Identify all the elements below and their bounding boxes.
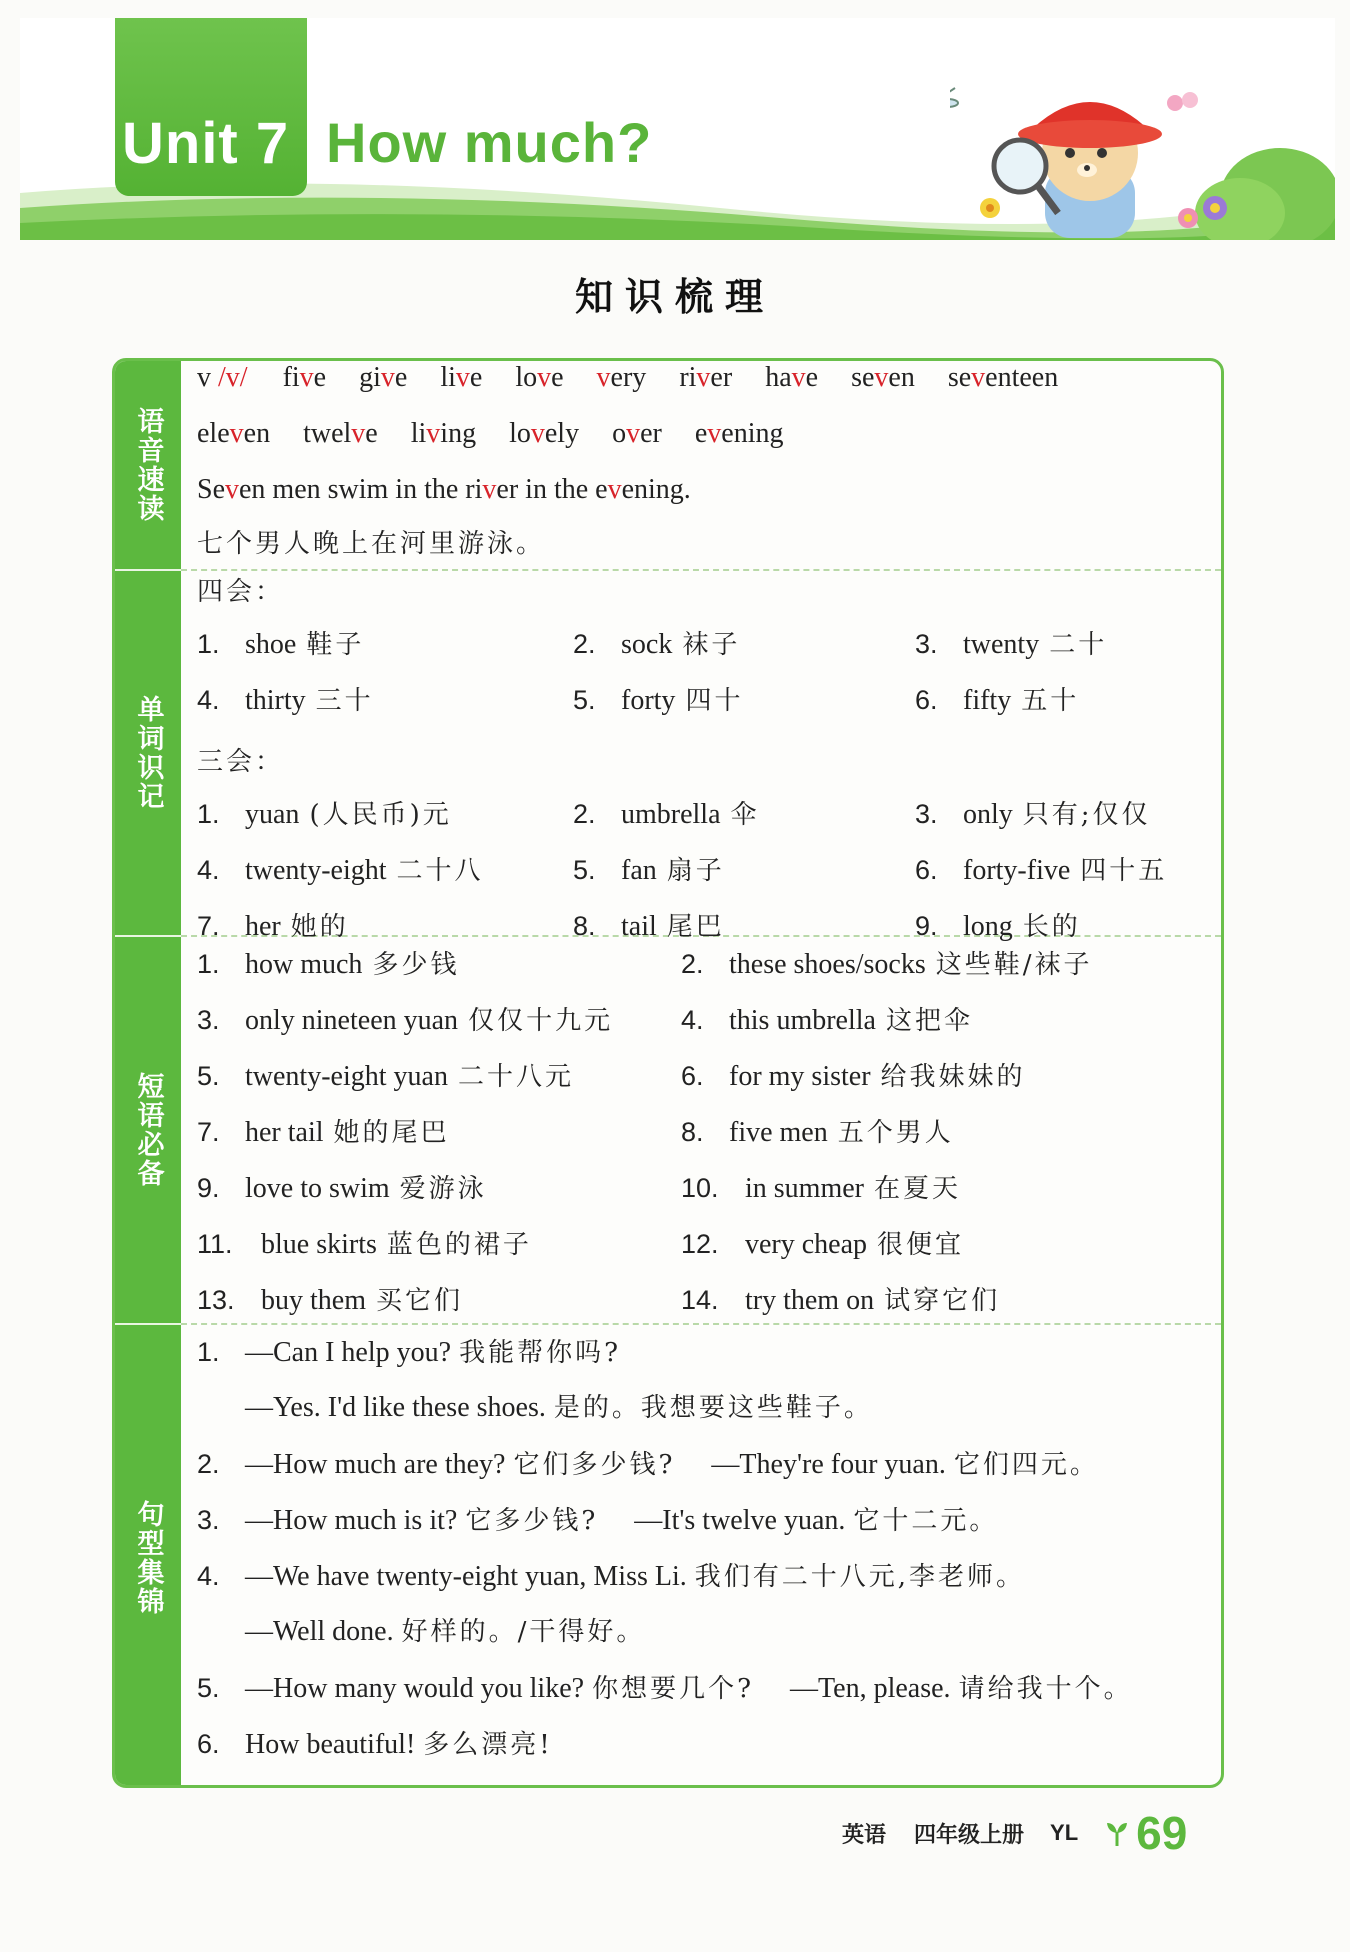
three-skills-label: 三会：: [197, 747, 285, 777]
item-number: 1.: [197, 629, 220, 659]
sentence-item: [197, 1615, 645, 1649]
phonics-word: give: [359, 362, 408, 393]
item-english: forty-five: [963, 855, 1071, 886]
item-chinese: 她的: [290, 912, 349, 942]
phonics-word: river: [679, 362, 733, 393]
sentence-chinese: 你想要几个?: [592, 1674, 755, 1704]
item-number: 4.: [197, 1561, 220, 1591]
sentence-english: —How much is it?: [245, 1505, 458, 1536]
three-skills-item: [573, 909, 725, 944]
item-chinese: 袜子: [682, 630, 741, 660]
item-chinese: 尾巴: [666, 912, 725, 942]
phrase-item: [681, 1059, 1026, 1094]
item-chinese: 买它们: [376, 1286, 464, 1316]
item-number: 10.: [681, 1173, 719, 1203]
item-number: 6.: [681, 1061, 704, 1091]
four-skills-item: [197, 627, 364, 662]
item-chinese: 四十: [685, 686, 744, 716]
item-number: 5.: [573, 855, 596, 885]
phonics-word: seven: [851, 362, 915, 393]
item-chinese: 二十: [1049, 630, 1108, 660]
three-skills-item: [915, 909, 1081, 944]
sentence-chinese: 它多少钱?: [465, 1506, 599, 1536]
four-skills-item: [915, 627, 1107, 662]
phrase-item: [197, 1003, 613, 1038]
three-skills-item: [915, 797, 1151, 832]
item-english: her tail: [245, 1117, 324, 1148]
four-skills-item: [197, 683, 374, 718]
phonics-sentence-cn: 七个男人晚上在河里游泳。: [197, 529, 546, 559]
sentence-chinese: 我们有二十八元,李老师。: [694, 1562, 1026, 1592]
sentence-english: —Yes. I'd like these shoes.: [245, 1392, 546, 1423]
phonics-sentence-en: Seven men swim in the river in the evening.: [197, 474, 691, 505]
phonics-row-2: [197, 417, 784, 451]
four-skills-item: [915, 683, 1079, 718]
item-chinese: 多少钱: [372, 950, 460, 980]
item-number: 11.: [197, 1229, 233, 1259]
three-skills-item: [197, 797, 452, 832]
knowledge-panel: [112, 358, 1224, 1788]
item-number: 3.: [197, 1505, 220, 1535]
phonics-word: five: [282, 362, 327, 393]
item-english: these shoes/socks: [729, 949, 926, 980]
footer-grade: 四年级上册: [914, 1822, 1025, 1848]
phonics-word: live: [440, 362, 483, 393]
item-number: 5.: [197, 1673, 220, 1703]
sentence-english: —Ten, please.: [790, 1673, 951, 1704]
phonics-word: have: [765, 362, 819, 393]
item-chinese: 爱游泳: [399, 1174, 487, 1204]
item-number: 2.: [681, 949, 704, 979]
four-skills-item: [573, 683, 743, 718]
item-chinese: 五个男人: [837, 1118, 954, 1148]
side-label-phonics: 语音速读: [132, 407, 164, 523]
section-title: 知识梳理: [574, 275, 775, 319]
sentence-english: —How many would you like?: [245, 1673, 585, 1704]
unit-title: How much?: [326, 111, 653, 174]
item-chinese: 长的: [1022, 912, 1081, 942]
item-number: 4.: [197, 855, 220, 885]
phrase-item: [681, 947, 1093, 982]
item-chinese: 只有;仅仅: [1022, 800, 1151, 830]
item-english: sock: [621, 629, 673, 660]
sentence-item: [197, 1727, 553, 1762]
item-chinese: 这把伞: [885, 1006, 973, 1036]
phrase-item: [681, 1227, 964, 1262]
item-chinese: 四十五: [1080, 856, 1168, 886]
item-number: 1.: [197, 949, 220, 979]
section-divider: [181, 1323, 1221, 1325]
item-number: 13.: [197, 1285, 235, 1315]
phonics-word: love: [515, 362, 564, 393]
phonics-word: eleven: [197, 418, 271, 449]
item-english: only: [963, 799, 1013, 830]
phonics-row-1: [197, 361, 1058, 395]
sentence-chinese: 我能帮你吗?: [459, 1338, 622, 1368]
phrase-item: [197, 947, 459, 982]
item-chinese: 三十: [315, 686, 374, 716]
sentence-english: —They're four yuan.: [711, 1449, 946, 1480]
item-number: 1.: [197, 799, 220, 829]
four-skills-item: [573, 627, 740, 662]
three-skills-item: [573, 797, 760, 832]
item-chinese: 在夏天: [874, 1174, 962, 1204]
sentence-item: [197, 1671, 1133, 1706]
item-number: 2.: [573, 799, 596, 829]
three-skills-item: [197, 853, 484, 888]
sentence-chinese: 请给我十个。: [958, 1674, 1133, 1704]
item-chinese: 扇子: [666, 856, 725, 886]
item-chinese: 五十: [1021, 686, 1080, 716]
phrase-item: [197, 1115, 450, 1150]
phrase-item: [681, 1003, 973, 1038]
bear-mascot-illustration: [950, 48, 1335, 240]
phonics-word: over: [612, 418, 662, 449]
item-number: 8.: [681, 1117, 704, 1147]
sentence-item: [197, 1503, 998, 1538]
phrase-item: [681, 1171, 961, 1206]
phrase-item: [681, 1283, 1000, 1318]
item-chinese: 试穿它们: [884, 1286, 1001, 1316]
item-english: forty: [621, 685, 676, 716]
sentence-english: —It's twelve yuan.: [634, 1505, 846, 1536]
item-english: her: [245, 911, 281, 942]
item-english: fan: [621, 855, 657, 886]
sentence-chinese: 它十二元。: [853, 1506, 999, 1536]
item-english: try them on: [745, 1285, 875, 1316]
item-number: 6.: [197, 1729, 220, 1759]
item-english: this umbrella: [729, 1005, 876, 1036]
three-skills-item: [573, 853, 725, 888]
item-number: 14.: [681, 1285, 719, 1315]
item-english: love to swim: [245, 1173, 390, 1204]
phrase-item: [197, 1171, 487, 1206]
item-number: 7.: [197, 1117, 220, 1147]
sentence-chinese: 它们多少钱?: [513, 1450, 676, 1480]
item-number: 7.: [197, 911, 220, 941]
phonics-word: lovely: [509, 418, 580, 449]
item-english: shoe: [245, 629, 297, 660]
sentence-chinese: 好样的。/干得好。: [401, 1617, 646, 1647]
sentence-item: [197, 1335, 621, 1370]
phrase-item: [197, 1283, 463, 1318]
item-english: twenty-eight yuan: [245, 1061, 448, 1092]
sentence-item: [197, 1559, 1025, 1594]
item-chinese: 伞: [730, 800, 760, 830]
page-footer: [842, 1808, 1187, 1858]
phonics-word: living: [410, 418, 477, 449]
footer-subject: 英语: [842, 1822, 887, 1848]
item-chinese: 仅仅十九元: [468, 1006, 614, 1036]
sentence-english: —Can I help you?: [245, 1337, 452, 1368]
side-label-sentences: 句型集锦: [132, 1500, 164, 1616]
item-chinese: 很便宜: [877, 1230, 965, 1260]
item-english: long: [963, 911, 1013, 942]
item-number: 6.: [915, 685, 938, 715]
page-header: [20, 18, 1335, 240]
item-english: buy them: [261, 1285, 366, 1316]
item-number: 9.: [915, 911, 938, 941]
item-number: 12.: [681, 1229, 719, 1259]
item-english: yuan: [245, 799, 300, 830]
sentence-english: —Well done.: [245, 1616, 394, 1647]
item-number: 9.: [197, 1173, 220, 1203]
item-number: 5.: [573, 685, 596, 715]
item-english: very cheap: [745, 1229, 868, 1260]
three-skills-item: [197, 909, 349, 944]
item-chinese: 二十八元: [457, 1062, 574, 1092]
section-divider: [181, 569, 1221, 571]
phrase-item: [197, 1227, 532, 1262]
three-skills-item: [915, 853, 1167, 888]
item-chinese: 鞋子: [306, 630, 365, 660]
item-number: 3.: [915, 629, 938, 659]
item-chinese: (人民币)元: [309, 800, 452, 830]
sentence-chinese: 它们四元。: [953, 1450, 1099, 1480]
phoneme-label: v /v/: [197, 362, 248, 393]
item-number: 3.: [197, 1005, 220, 1035]
side-label-phrases: 短语必备: [132, 1072, 164, 1188]
item-number: 3.: [915, 799, 938, 829]
side-label-vocab: 单词识记: [132, 695, 164, 811]
sentence-english: How beautiful!: [245, 1729, 416, 1760]
item-number: 6.: [915, 855, 938, 885]
item-english: how much: [245, 949, 363, 980]
item-english: twenty: [963, 629, 1040, 660]
item-chinese: 给我妹妹的: [880, 1062, 1026, 1092]
item-english: five men: [729, 1117, 828, 1148]
item-english: blue skirts: [261, 1229, 377, 1260]
four-skills-label: 四会：: [197, 577, 285, 607]
item-number: 2.: [573, 629, 596, 659]
item-english: tail: [621, 911, 657, 942]
unit-label: Unit 7: [122, 111, 290, 176]
phrase-item: [197, 1059, 574, 1094]
phrase-item: [681, 1115, 954, 1150]
item-english: only nineteen yuan: [245, 1005, 459, 1036]
sentence-item: [197, 1447, 1099, 1482]
item-english: fifty: [963, 685, 1012, 716]
item-english: thirty: [245, 685, 306, 716]
item-number: 1.: [197, 1337, 220, 1367]
item-number: 4.: [197, 685, 220, 715]
item-number: 4.: [681, 1005, 704, 1035]
item-number: 2.: [197, 1449, 220, 1479]
sentence-item: [197, 1391, 873, 1425]
item-chinese: 这些鞋/袜子: [935, 950, 1093, 980]
item-chinese: 二十八: [396, 856, 484, 886]
phonics-word: seventeen: [947, 362, 1059, 393]
sprout-icon: [1106, 1820, 1128, 1846]
item-english: twenty-eight: [245, 855, 387, 886]
item-chinese: 蓝色的裙子: [386, 1230, 532, 1260]
page-number: 69: [1136, 1807, 1188, 1859]
item-number: 5.: [197, 1061, 220, 1091]
item-english: for my sister: [729, 1061, 871, 1092]
sentence-chinese: 是的。我想要这些鞋子。: [553, 1393, 873, 1423]
item-number: 8.: [573, 911, 596, 941]
footer-edition: YL: [1050, 1820, 1079, 1845]
sentence-chinese: 多么漂亮!: [423, 1730, 553, 1760]
item-english: umbrella: [621, 799, 721, 830]
item-chinese: 她的尾巴: [333, 1118, 450, 1148]
sentence-english: —How much are they?: [245, 1449, 506, 1480]
item-english: in summer: [745, 1173, 864, 1204]
phonics-word: twelve: [303, 418, 378, 449]
sentence-english: —We have twenty-eight yuan, Miss Li.: [245, 1561, 687, 1592]
phonics-word: very: [596, 362, 647, 393]
phonics-word: evening: [694, 418, 784, 449]
